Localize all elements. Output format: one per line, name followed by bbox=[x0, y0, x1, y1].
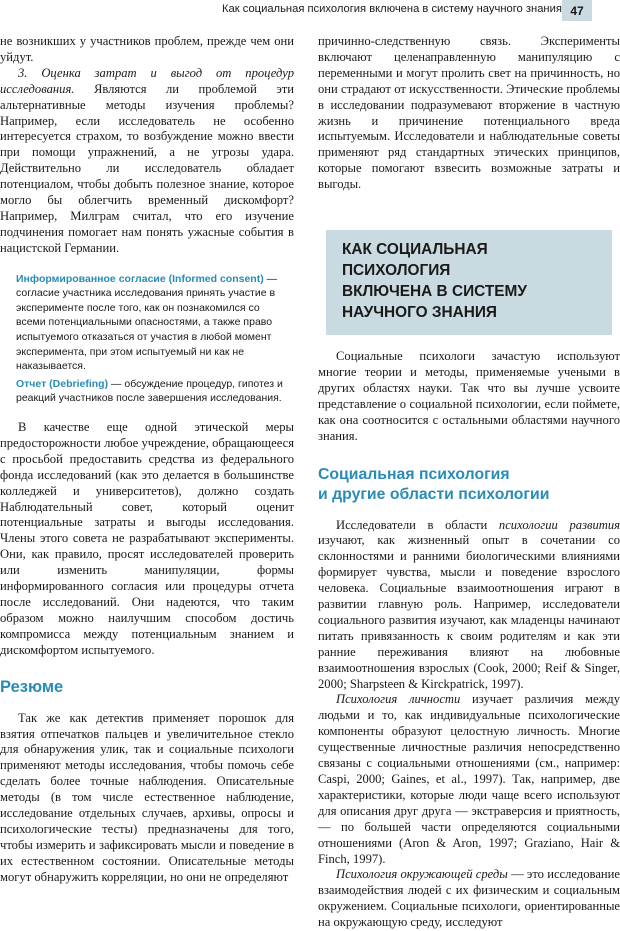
section-heading-box bbox=[326, 230, 612, 335]
italic-term: Психология окружающей среды bbox=[336, 867, 508, 882]
paragraph-text: Исследователи в области bbox=[336, 517, 499, 532]
summary-heading: Резюме bbox=[0, 677, 64, 696]
subsection-heading-line: и другие области психологии bbox=[318, 485, 550, 503]
definition bbox=[16, 377, 284, 406]
definition-text: — обсуждение процедур, гипотез и реакций участников после завершения исследования. bbox=[16, 377, 283, 405]
list-item-lead: 3. Оценка затрат и выгод от процедур исследования. bbox=[0, 65, 294, 96]
paragraph: не возникших у участников проблем, прежде чем они уйдут. bbox=[0, 34, 294, 64]
definition-text: — согласие участника исследования принять участие в эксперименте после того, как он познакомился со всеми потенциальными опасностями, а также право испытуемого отказаться от участия в любой момент эксперимента, при этом испытуемый ни как не наказывается. bbox=[16, 272, 278, 373]
definition bbox=[16, 272, 284, 374]
paragraph bbox=[318, 518, 620, 693]
section-heading-line: ВКЛЮЧЕНА В СИСТЕМУ bbox=[342, 283, 527, 301]
section-heading-line: НАУЧНОГО ЗНАНИЯ bbox=[342, 304, 497, 322]
paragraph bbox=[318, 867, 620, 931]
running-header bbox=[0, 0, 620, 22]
paragraph-text: — это исследование взаимодействия людей с их физическим и социальным окружением. Социальные психологи, ориентированные на окружающую среду, исследуют bbox=[318, 867, 620, 930]
right-column bbox=[318, 34, 620, 931]
page-number: 47 bbox=[562, 0, 592, 21]
paragraph: причинно-следственную связь. Эксперименты включают целенаправленную манипуляцию с переменными и могут пролить свет на причинность, но они страдают от искусственности. Этические проблемы в исследовании подразумевают вторжение в частную жизнь и причинение потенциального вреда испытуемым. Исследователи и наблюдательные советы применяют ряд стандартных этических принципов, которые помогают взвесить возможные затраты и выгоды. bbox=[318, 34, 620, 192]
running-title: Как социальная психология включена в систему научного знания bbox=[222, 3, 562, 15]
paragraph bbox=[0, 66, 294, 257]
paragraph-text: изучают, как жизненный опыт в сочетании со склонностями и ранними биологическими влияниями формирует чувства, мысли и поведение взрослого человека. Социальные взаимоотношения играют в развитии главную роль. Например, исследователи социального развития изучают, как младенцы начинают питать привязанность к своим родителям и как эти ранние переживания влияют на любовные взаимоотношения взрослых (Cook, 2000; Reif & Singer, 2000; Sharpsteen & Kirckpatrick, 1997). bbox=[318, 533, 620, 691]
paragraph: Так же как детектив применяет порошок для взятия отпечатков пальцев и увеличительное стекло для обнаружения улик, так и социальные психологи применяют методы исследования, чтобы помочь себе сделать более точные наблюдения. Описательные методы (в том числе естественное наблюдение, исследование отдельных случаев, архивы, опросы и психологические тесты) предназначены для того, чтобы измерить и зафиксировать мысли и поведение в их естественном состоянии. Описательные методы могут обнаружить корреляции, но они не определяют bbox=[0, 710, 294, 884]
paragraph: В качестве еще одной этической меры предосторожности любое учреждение, обращающееся с просьбой предоставить средства из федерального фонда исследований (как это делается в большинстве колледжей и университетов), должно создать Наблюдательный совет, который оценит потенциальные затраты и выгоды исследования. Члены этого совета не разрабатывают эксперименты. Они, как правило, просят исследователей проверить или изменить манипуляции, формы информированного согласия или процедуры отчета после исследований. Они надеются, что таким образом можно наилучшим способом достичь компромисса между потенциальным знанием и дискомфортом испытуемого. bbox=[0, 420, 294, 657]
italic-term: Психология личности bbox=[336, 692, 461, 707]
definition-term: Информированное согласие (Informed consent) bbox=[16, 272, 264, 285]
subsection-heading bbox=[318, 465, 620, 505]
section-heading-line: КАК СОЦИАЛЬНАЯ ПСИХОЛОГИЯ bbox=[342, 241, 488, 280]
definitions-sidebar bbox=[16, 272, 284, 406]
left-column bbox=[0, 34, 294, 886]
paragraph bbox=[318, 692, 620, 867]
paragraph-text: Являются ли проблемой эти альтернативные методы изучения проблемы? Например, если исследователь не особенно интересуется страхом, то возбуждение можно ввести при помощи упражнений, а не угрозы удара. Действительно ли исследователь обладает потенциалом, чтобы добыть полезное знание, которое могло бы облегчить временный дискомфорт? Например, Милграм считал, что его изучение подчинения помогает нам понять ужасные события в нацистской Германии. bbox=[0, 81, 294, 255]
definition-term: Отчет (Debriefing) bbox=[16, 377, 109, 390]
paragraph: Социальные психологи зачастую используют многие теории и методы, применяемые учеными в других областях науки. Так что вы лучше усвоите представление о социальной психологии, если поймете, как она соотносится с остальными областями научного знания. bbox=[318, 349, 620, 443]
paragraph-text: изучает различия между людьми и то, как индивидуальные психологические компоненты образуют целостную личность. Многие существенные личностные различия непосредственно связаны с социальными отношениями (см., например: Caspi, 2000; Gaines, et al., 1997). Так, например, две характеристики, которые люди чаще всего используют для описания друг друга — экстраверсия и приятность, — по большей части определяются социальными отношениями (Aron & Aron, 1997; Graziano, Hair & Finch, 1997). bbox=[318, 692, 620, 866]
subsection-heading-line: Социальная психология bbox=[318, 465, 510, 483]
italic-term: психологии развития bbox=[498, 517, 620, 532]
